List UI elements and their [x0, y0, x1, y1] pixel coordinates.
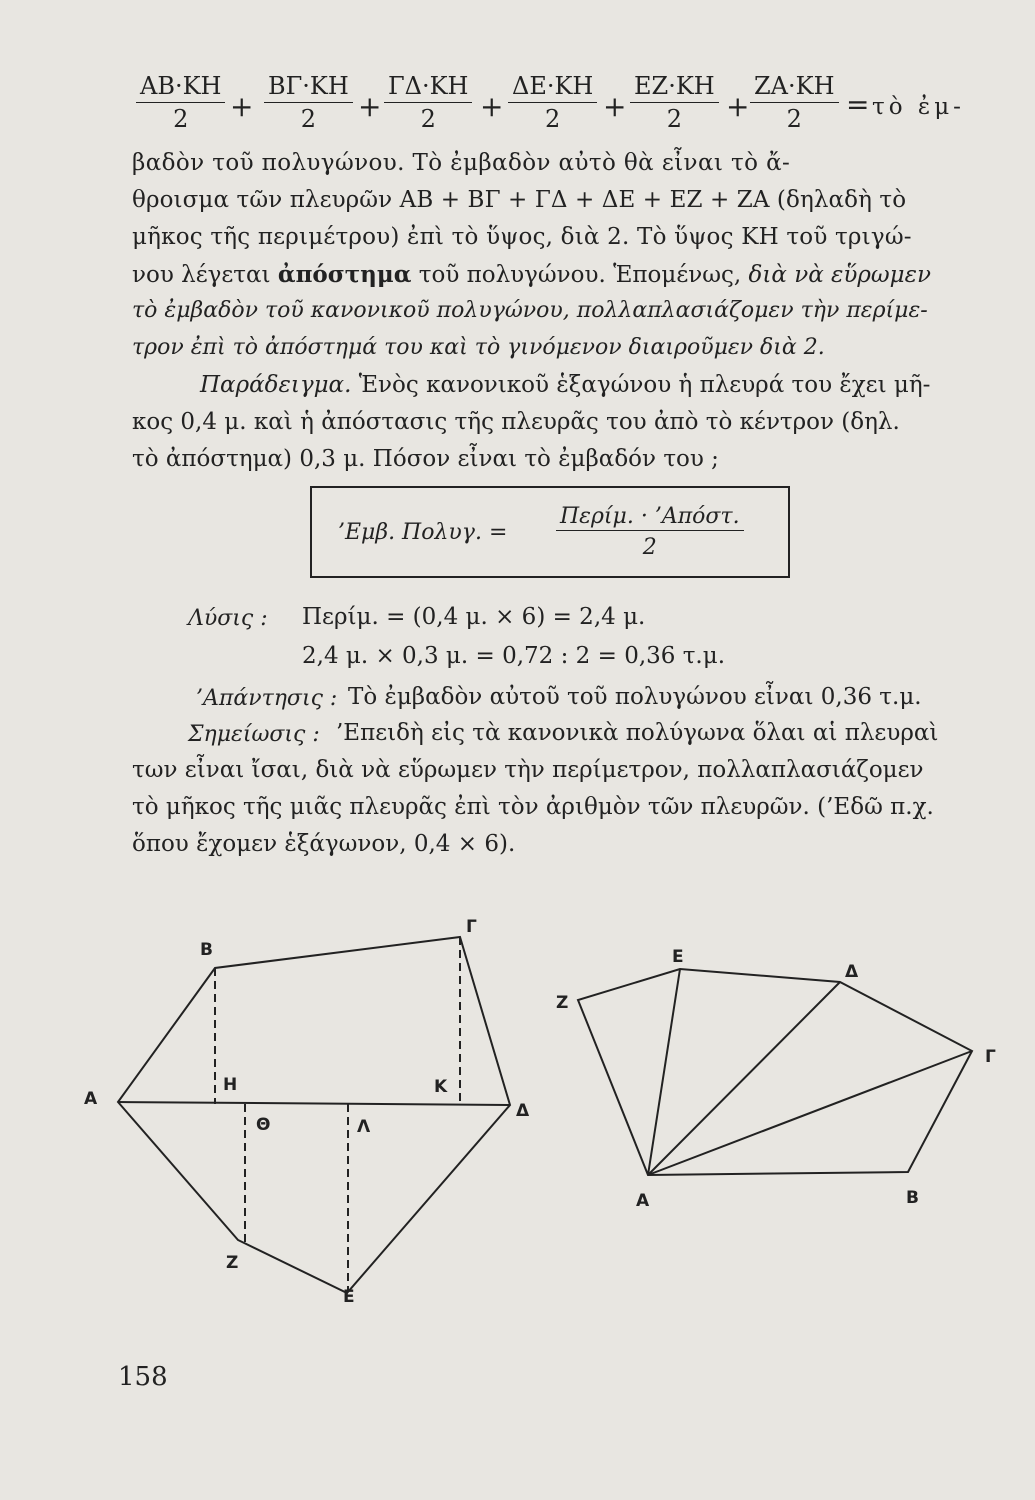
plus-sign: +	[230, 90, 254, 123]
fraction-bg: $\frac{B\Gamma\cdot KH}{2}$	[264, 72, 353, 133]
note-line-3: τὸ μῆκος τῆς μιᾶς πλευρᾶς ἐπὶ τὸν ἀριθμὸν τῶν πλευρῶν. (’Εδῶ π.χ.	[132, 794, 934, 820]
note-line-1: ’Επειδὴ εἰς τὰ κανονικὰ πολύγωνα ὅλαι αἱ πλευραὶ	[336, 720, 939, 746]
label-right-d: Δ	[845, 962, 859, 982]
area-formula-label: ’Εμβ. Πολυγ. =	[338, 520, 508, 545]
area-formula-fraction: Περίμ. · ’Απόστ. 2	[556, 504, 744, 560]
solution-label: Λύσις :	[188, 606, 268, 631]
plus-sign: +	[480, 90, 504, 123]
text-line-9: τὸ ἀπόστημα) 0,3 μ. Πόσον εἶναι τὸ ἐμβαδόν του ;	[132, 446, 719, 472]
label-right-z: Ζ	[556, 993, 569, 1013]
label-left-e: Ε	[343, 1287, 355, 1307]
label-left-z: Ζ	[226, 1253, 239, 1273]
answer-text: Τὸ ἐμβαδὸν αὐτοῦ τοῦ πολυγώνου εἶναι 0,36 τ.μ.	[348, 684, 922, 710]
equals-sign: =	[846, 88, 870, 121]
label-left-g: Γ	[466, 917, 477, 937]
fraction-ab: $\frac{AB\cdot KH}{2}$	[136, 72, 225, 133]
fraction-za: $\frac{ZA\cdot KH}{2}$	[750, 72, 839, 133]
label-left-a: Α	[84, 1089, 98, 1109]
label-right-g: Γ	[985, 1047, 996, 1067]
formula-rhs: τὸ ἐμ-	[872, 94, 965, 120]
text-line-8: κος 0,4 μ. καὶ ἡ ἀπόστασις τῆς πλευρᾶς του ἀπὸ τὸ κέντρον (δηλ.	[132, 409, 900, 435]
text-line-2: θροισμα τῶν πλευρῶν ΑΒ + ΒΓ + ΓΔ + ΔΕ + ΕΖ + ΖΑ (δηλαδὴ τὸ	[132, 187, 907, 213]
label-right-a: Α	[636, 1191, 650, 1211]
note-line-2: των εἶναι ἴσαι, διὰ νὰ εὕρωμεν τὴν περίμετρον, πολλαπλασιάζομεν	[132, 757, 924, 783]
solution-line-2: 2,4 μ. × 0,3 μ. = 0,72 : 2 = 0,36 τ.μ.	[302, 643, 726, 669]
text-line-3: μῆκος τῆς περιμέτρου) ἐπὶ τὸ ὕψος, διὰ 2. Τὸ ὕψος ΚΗ τοῦ τριγώ-	[132, 224, 912, 250]
plus-sign: +	[358, 90, 382, 123]
note-label: Σημείωσις :	[188, 722, 320, 747]
fraction-gd: $\frac{\Gamma\Delta\cdot KH}{2}$	[384, 72, 472, 133]
label-left-h: Η	[223, 1075, 238, 1095]
label-right-b: Β	[906, 1188, 919, 1208]
plus-sign: +	[726, 90, 750, 123]
label-left-k: Κ	[434, 1077, 448, 1097]
text-line-1: βαδὸν τοῦ πολυγώνου. Τὸ ἐμβαδὸν αὐτὸ θὰ εἶναι τὸ ἄ-	[132, 150, 791, 176]
left-figure-labels	[84, 917, 530, 1307]
fraction-ez: $\frac{EZ\cdot KH}{2}$	[630, 72, 719, 133]
plus-sign: +	[603, 90, 627, 123]
example-line: Παράδειγμα. Ἑνὸς κανονικοῦ ἑξαγώνου ἡ πλευρά του ἔχει μῆ-	[200, 372, 931, 398]
example-label: Παράδειγμα.	[200, 372, 352, 398]
text-line-5: τὸ ἐμβαδὸν τοῦ κανονικοῦ πολυγώνου, πολλαπλασιάζομεν τὴν περίμε-	[132, 298, 928, 323]
left-hexagon-figure	[118, 937, 510, 1293]
fraction-de: $\frac{\Delta E\cdot KH}{2}$	[508, 72, 597, 133]
label-right-e: Ε	[672, 947, 684, 967]
page-number: 158	[118, 1362, 168, 1392]
term-apostima: ἀπόστημα	[277, 261, 412, 288]
solution-line-1: Περίμ. = (0,4 μ. × 6) = 2,4 μ.	[302, 604, 646, 630]
note-line-4: ὅπου ἔχομεν ἑξάγωνον, 0,4 × 6).	[132, 831, 516, 857]
answer-label: ’Απάντησις :	[196, 686, 338, 711]
label-left-b: Β	[200, 940, 213, 960]
label-left-th: Θ	[256, 1115, 271, 1135]
text-line-6: τρον ἐπὶ τὸ ἀπόστημά του καὶ τὸ γινόμενον διαιροῦμεν διὰ 2.	[132, 335, 825, 360]
label-left-d: Δ	[516, 1101, 530, 1121]
right-hexagon-figure	[578, 969, 972, 1175]
label-left-l: Λ	[357, 1117, 371, 1137]
text-line-4: νου λέγεται ἀπόστημα τοῦ πολυγώνου. Ἑπομένως, διὰ νὰ εὕρωμεν	[132, 261, 931, 288]
